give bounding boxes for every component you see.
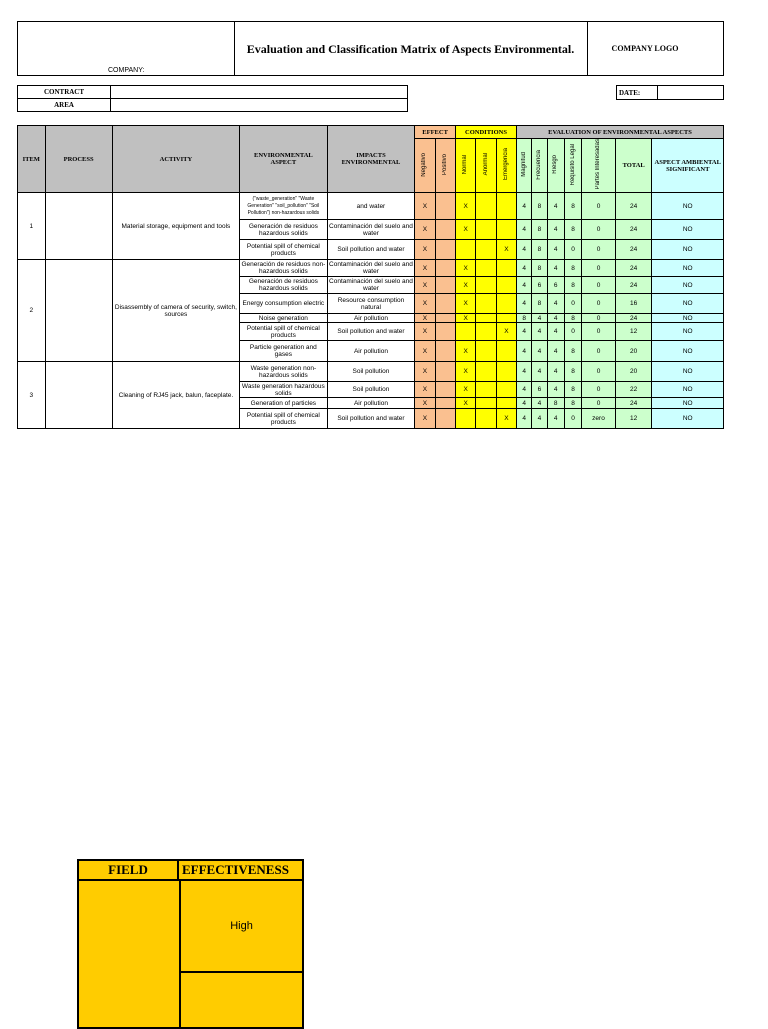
requisito-cell: 8 bbox=[564, 314, 581, 323]
impact-cell: Resource consumption natural bbox=[327, 294, 415, 314]
magnitud-cell: 4 bbox=[517, 398, 532, 409]
normal-cell: X bbox=[455, 398, 475, 409]
col-positive: Positivo bbox=[435, 139, 455, 193]
riesgo-cell: 4 bbox=[547, 382, 564, 398]
anormal-cell bbox=[476, 277, 496, 294]
impact-cell: Soil pollution bbox=[327, 382, 415, 398]
normal-cell bbox=[455, 323, 475, 341]
negative-cell: X bbox=[415, 260, 435, 277]
aspect-cell: Generación de residuos hazardous solids bbox=[240, 220, 328, 240]
frecuencia-cell: 8 bbox=[532, 220, 547, 240]
aspect-cell: Potential spill of chemical products bbox=[240, 240, 328, 260]
col-anormal: Anormal bbox=[476, 139, 496, 193]
negative-cell: X bbox=[415, 409, 435, 429]
normal-cell: X bbox=[455, 341, 475, 362]
significant-cell: NO bbox=[652, 382, 724, 398]
total-cell: 24 bbox=[615, 277, 652, 294]
partes-cell: 0 bbox=[582, 220, 616, 240]
riesgo-cell: 4 bbox=[547, 314, 564, 323]
significant-cell: NO bbox=[652, 362, 724, 382]
col-aspect: ENVIRONMENTAL ASPECT bbox=[240, 126, 328, 193]
negative-cell: X bbox=[415, 277, 435, 294]
col-frecuencia: Frecuencia bbox=[532, 139, 547, 193]
impact-cell: Contaminación del suelo and water bbox=[327, 220, 415, 240]
aspect-cell: Potential spill of chemical products bbox=[240, 409, 328, 429]
aspect-cell: Noise generation bbox=[240, 314, 328, 323]
riesgo-cell: 4 bbox=[547, 341, 564, 362]
riesgo-cell: 4 bbox=[547, 220, 564, 240]
col-riesgo: Riesgo bbox=[547, 139, 564, 193]
emergencia-cell bbox=[496, 220, 516, 240]
frecuencia-cell: 4 bbox=[532, 362, 547, 382]
impact-cell: Soil pollution bbox=[327, 362, 415, 382]
normal-cell: X bbox=[455, 277, 475, 294]
significant-cell: NO bbox=[652, 240, 724, 260]
negative-cell: X bbox=[415, 323, 435, 341]
aspect-cell: Potential spill of chemical products bbox=[240, 323, 328, 341]
requisito-cell: 0 bbox=[564, 294, 581, 314]
impact-cell: Air pollution bbox=[327, 398, 415, 409]
process-cell bbox=[45, 260, 112, 362]
requisito-cell: 0 bbox=[564, 409, 581, 429]
anormal-cell bbox=[476, 240, 496, 260]
col-partes: Partes Interesadas bbox=[582, 139, 616, 193]
significant-cell: NO bbox=[652, 294, 724, 314]
impact-cell: Contaminación del suelo and water bbox=[329, 261, 413, 275]
partes-cell: 0 bbox=[582, 314, 616, 323]
process-cell bbox=[45, 193, 112, 260]
aspect-cell: Waste generation hazardous solids bbox=[240, 382, 328, 398]
riesgo-cell: 4 bbox=[547, 323, 564, 341]
date-value bbox=[658, 86, 724, 100]
partes-cell: 0 bbox=[582, 277, 616, 294]
significant-cell: NO bbox=[652, 260, 724, 277]
emergencia-cell bbox=[496, 277, 516, 294]
emergencia-cell bbox=[496, 314, 516, 323]
riesgo-cell: 4 bbox=[547, 240, 564, 260]
anormal-cell bbox=[476, 409, 496, 429]
total-cell: 20 bbox=[615, 362, 652, 382]
requisito-cell: 8 bbox=[564, 398, 581, 409]
positive-cell bbox=[435, 220, 455, 240]
magnitud-cell: 8 bbox=[517, 314, 532, 323]
negative-cell: X bbox=[415, 362, 435, 382]
contract-value bbox=[111, 86, 408, 99]
magnitud-cell: 4 bbox=[517, 294, 532, 314]
document-header bbox=[17, 21, 724, 76]
magnitud-cell: 4 bbox=[517, 382, 532, 398]
total-cell: 12 bbox=[615, 409, 652, 429]
total-cell: 24 bbox=[615, 260, 652, 277]
company-label: COMPANY: bbox=[108, 67, 145, 74]
frecuencia-cell: 8 bbox=[532, 240, 547, 260]
partes-cell: 0 bbox=[582, 294, 616, 314]
requisito-cell: 0 bbox=[564, 240, 581, 260]
legend-field-header: FIELD bbox=[79, 861, 179, 881]
process-cell bbox=[45, 362, 112, 429]
total-cell: 12 bbox=[615, 323, 652, 341]
requisito-cell: 8 bbox=[564, 362, 581, 382]
positive-cell bbox=[435, 382, 455, 398]
significant-cell: NO bbox=[652, 277, 724, 294]
normal-cell: X bbox=[455, 220, 475, 240]
positive-cell bbox=[435, 409, 455, 429]
col-item: ITEM bbox=[18, 126, 46, 193]
total-cell: 22 bbox=[615, 382, 652, 398]
normal-cell: X bbox=[455, 260, 475, 277]
normal-cell: X bbox=[455, 382, 475, 398]
col-negative: Negativo bbox=[415, 139, 435, 193]
anormal-cell bbox=[476, 362, 496, 382]
aspect-cell: Generation of particles bbox=[240, 398, 328, 409]
partes-cell: 0 bbox=[582, 323, 616, 341]
positive-cell bbox=[435, 240, 455, 260]
negative-cell: X bbox=[415, 240, 435, 260]
group-conditions: CONDITIONS bbox=[455, 126, 516, 139]
emergencia-cell bbox=[496, 294, 516, 314]
col-emergencia: Emergencia bbox=[496, 139, 516, 193]
anormal-cell bbox=[476, 260, 496, 277]
partes-cell: 0 bbox=[582, 398, 616, 409]
partes-cell: zero bbox=[582, 409, 616, 429]
partes-cell: 0 bbox=[582, 362, 616, 382]
requisito-cell: 0 bbox=[564, 323, 581, 341]
normal-cell bbox=[455, 240, 475, 260]
aspect-cell: Energy consumption electric bbox=[240, 294, 328, 314]
riesgo-cell: 4 bbox=[547, 409, 564, 429]
item-number: 2 bbox=[18, 260, 46, 362]
anormal-cell bbox=[476, 193, 496, 220]
contract-area-table bbox=[17, 85, 408, 112]
impact-cell: Soil pollution and water bbox=[327, 323, 415, 341]
riesgo-cell: 4 bbox=[547, 362, 564, 382]
frecuencia-cell: 8 bbox=[532, 294, 547, 314]
magnitud-cell: 4 bbox=[517, 193, 532, 220]
positive-cell bbox=[435, 362, 455, 382]
activity-cell: Cleaning of RJ45 jack, balun, faceplate. bbox=[112, 362, 239, 429]
anormal-cell bbox=[476, 341, 496, 362]
riesgo-cell: 4 bbox=[547, 260, 564, 277]
magnitud-cell: 4 bbox=[517, 260, 532, 277]
effectiveness-legend bbox=[77, 859, 304, 1029]
anormal-cell bbox=[476, 398, 496, 409]
riesgo-cell: 4 bbox=[547, 193, 564, 220]
negative-cell: X bbox=[415, 314, 435, 323]
frecuencia-cell: 8 bbox=[532, 193, 547, 220]
magnitud-cell: 4 bbox=[517, 220, 532, 240]
negative-cell: X bbox=[415, 193, 435, 220]
total-cell: 24 bbox=[615, 220, 652, 240]
significant-cell: NO bbox=[652, 341, 724, 362]
anormal-cell bbox=[476, 323, 496, 341]
anormal-cell bbox=[476, 294, 496, 314]
activity-cell: Disassembly of camera of security, switch, sources bbox=[112, 260, 239, 362]
positive-cell bbox=[435, 294, 455, 314]
legend-high: High bbox=[181, 881, 302, 973]
negative-cell: X bbox=[415, 341, 435, 362]
impact-cell: Air pollution bbox=[327, 314, 415, 323]
document-title: Evaluation and Classification Matrix of Aspects Environmental. bbox=[234, 22, 588, 75]
negative-cell: X bbox=[415, 220, 435, 240]
impact-cell: Soil pollution and water bbox=[327, 240, 415, 260]
partes-cell: 0 bbox=[582, 341, 616, 362]
requisito-cell: 8 bbox=[564, 193, 581, 220]
anormal-cell bbox=[476, 314, 496, 323]
frecuencia-cell: 8 bbox=[532, 260, 547, 277]
total-cell: 24 bbox=[615, 314, 652, 323]
anormal-cell bbox=[476, 382, 496, 398]
col-activity: ACTIVITY bbox=[112, 126, 239, 193]
significant-cell: NO bbox=[652, 398, 724, 409]
col-impacts: IMPACTS ENVIRONMENTAL bbox=[327, 126, 415, 193]
col-significant: ASPECT AMBIENTAL SIGNIFICANT bbox=[652, 139, 724, 193]
total-cell: 20 bbox=[615, 341, 652, 362]
significant-cell: NO bbox=[652, 409, 724, 429]
frecuencia-cell: 6 bbox=[532, 277, 547, 294]
col-total: TOTAL bbox=[615, 139, 652, 193]
riesgo-cell: 8 bbox=[547, 398, 564, 409]
magnitud-cell: 4 bbox=[517, 409, 532, 429]
significant-cell: NO bbox=[652, 220, 724, 240]
col-process: PROCESS bbox=[45, 126, 112, 193]
aspect-cell: Particle generation and gases bbox=[240, 341, 328, 362]
frecuencia-cell: 4 bbox=[532, 314, 547, 323]
requisito-cell: 8 bbox=[564, 260, 581, 277]
magnitud-cell: 4 bbox=[517, 323, 532, 341]
item-number: 1 bbox=[18, 193, 46, 260]
normal-cell: X bbox=[455, 294, 475, 314]
impact-cell: Soil pollution and water bbox=[327, 409, 415, 429]
significant-cell: NO bbox=[652, 323, 724, 341]
total-cell: 24 bbox=[615, 240, 652, 260]
emergencia-cell bbox=[496, 398, 516, 409]
emergencia-cell: X bbox=[496, 240, 516, 260]
normal-cell bbox=[455, 409, 475, 429]
positive-cell bbox=[435, 193, 455, 220]
aspect-cell: ("waste_generation" "Waste Generation" "soil_pollution" "Soil Pollution") non-hazardous solids bbox=[240, 193, 328, 220]
col-magnitud: Magnitud bbox=[517, 139, 532, 193]
group-evaluation: EVALUATION OF ENVIRONMENTAL ASPECTS bbox=[517, 126, 724, 139]
requisito-cell: 8 bbox=[564, 382, 581, 398]
emergencia-cell bbox=[496, 260, 516, 277]
positive-cell bbox=[435, 341, 455, 362]
normal-cell: X bbox=[455, 314, 475, 323]
normal-cell: X bbox=[455, 362, 475, 382]
company-cell bbox=[18, 22, 235, 75]
partes-cell: 0 bbox=[582, 260, 616, 277]
total-cell: 24 bbox=[615, 398, 652, 409]
requisito-cell: 8 bbox=[564, 220, 581, 240]
area-value bbox=[111, 99, 408, 112]
emergencia-cell bbox=[496, 193, 516, 220]
riesgo-cell: 4 bbox=[547, 294, 564, 314]
normal-cell: X bbox=[455, 193, 475, 220]
negative-cell: X bbox=[415, 398, 435, 409]
group-effect: EFFECT bbox=[415, 126, 456, 139]
emergencia-cell bbox=[496, 382, 516, 398]
emergencia-cell bbox=[496, 341, 516, 362]
positive-cell bbox=[435, 323, 455, 341]
positive-cell bbox=[435, 260, 455, 277]
requisito-cell: 8 bbox=[564, 277, 581, 294]
legend-effectiveness-header: EFFECTIVENESS bbox=[179, 861, 302, 881]
frecuencia-cell: 6 bbox=[532, 382, 547, 398]
positive-cell bbox=[435, 398, 455, 409]
table-row bbox=[18, 193, 724, 220]
item-number: 3 bbox=[18, 362, 46, 429]
partes-cell: 0 bbox=[582, 193, 616, 220]
frecuencia-cell: 4 bbox=[532, 409, 547, 429]
significant-cell: NO bbox=[652, 193, 724, 220]
impact-cell: Contaminación del suelo and water bbox=[329, 278, 413, 292]
requisito-cell: 8 bbox=[564, 341, 581, 362]
aspect-cell: Generación de residuos non-hazardous solids bbox=[241, 261, 326, 275]
date-table bbox=[616, 85, 724, 100]
anormal-cell bbox=[476, 220, 496, 240]
activity-cell: Material storage, equipment and tools bbox=[112, 193, 239, 260]
aspect-cell: Generación de residuos hazardous solids bbox=[240, 277, 328, 294]
table-row bbox=[18, 260, 724, 277]
partes-cell: 0 bbox=[582, 240, 616, 260]
col-normal: Normal bbox=[455, 139, 475, 193]
frecuencia-cell: 4 bbox=[532, 341, 547, 362]
aspect-cell: Waste generation non-hazardous solids bbox=[240, 362, 328, 382]
emergencia-cell: X bbox=[496, 323, 516, 341]
significant-cell: NO bbox=[652, 314, 724, 323]
riesgo-cell: 6 bbox=[547, 277, 564, 294]
total-cell: 16 bbox=[615, 294, 652, 314]
area-label: AREA bbox=[18, 99, 111, 112]
impact-cell: Air pollution bbox=[327, 341, 415, 362]
total-cell: 24 bbox=[615, 193, 652, 220]
partes-cell: 0 bbox=[582, 382, 616, 398]
emergencia-cell: X bbox=[496, 409, 516, 429]
col-requisito: Requisito Legal bbox=[564, 139, 581, 193]
evaluation-matrix bbox=[17, 125, 724, 429]
magnitud-cell: 4 bbox=[517, 362, 532, 382]
magnitud-cell: 4 bbox=[517, 277, 532, 294]
positive-cell bbox=[435, 314, 455, 323]
frecuencia-cell: 4 bbox=[532, 398, 547, 409]
negative-cell: X bbox=[415, 294, 435, 314]
magnitud-cell: 4 bbox=[517, 240, 532, 260]
company-logo: COMPANY LOGO bbox=[611, 44, 679, 53]
positive-cell bbox=[435, 277, 455, 294]
negative-cell: X bbox=[415, 382, 435, 398]
impact-cell: and water bbox=[327, 193, 415, 220]
frecuencia-cell: 4 bbox=[532, 323, 547, 341]
emergencia-cell bbox=[496, 362, 516, 382]
date-label: DATE: bbox=[617, 86, 658, 100]
contract-label: CONTRACT bbox=[18, 86, 111, 99]
table-row bbox=[18, 362, 724, 382]
magnitud-cell: 4 bbox=[517, 341, 532, 362]
